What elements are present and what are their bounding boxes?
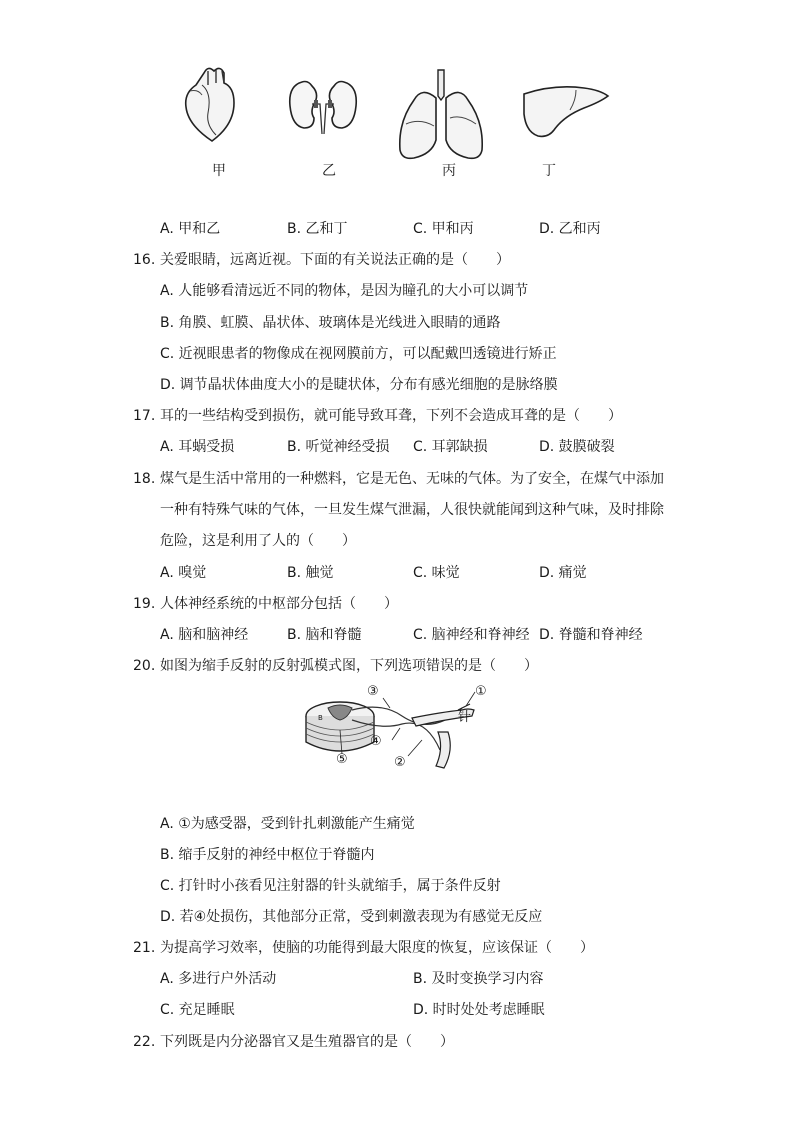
reflex-label-needle: 针	[458, 710, 472, 725]
q15-option-b[interactable]: B. 乙和丁	[287, 221, 348, 237]
q18-option-c[interactable]: C. 味觉	[413, 565, 460, 581]
q18-option-b[interactable]: B. 触觉	[287, 565, 334, 581]
q20-option-d[interactable]: D. 若④处损伤，其他部分正常，受到刺激表现为有感觉无反应	[160, 909, 543, 925]
question-text-line-1: 煤气是生活中常用的一种燃料，它是无色、无味的气体。为了安全，在煤气中添加	[160, 471, 664, 487]
q16-option-b[interactable]: B. 角膜、虹膜、晶状体、玻璃体是光线进入眼睛的通路	[160, 315, 501, 331]
organ-label-yi: 乙	[322, 163, 336, 179]
question-number: 21.	[133, 940, 156, 956]
q22-stem	[133, 1031, 454, 1051]
organ-label-ding: 丁	[542, 163, 556, 179]
question-number: 16.	[133, 252, 156, 268]
question-number: 17.	[133, 408, 156, 424]
q16-option-a[interactable]: A. 人能够看清远近不同的物体，是因为瞳孔的大小可以调节	[160, 283, 529, 299]
organ-figure	[160, 60, 630, 180]
q18-option-a[interactable]: A. 嗅觉	[160, 565, 207, 581]
q18-stem	[133, 468, 664, 488]
q15-option-a[interactable]: A. 甲和乙	[160, 221, 221, 237]
svg-text:B: B	[318, 714, 323, 722]
q19-option-a[interactable]: A. 脑和脑神经	[160, 627, 249, 643]
q20-stem	[133, 655, 538, 675]
q15-option-d[interactable]: D. 乙和丙	[539, 221, 601, 237]
q17-stem	[133, 405, 622, 425]
q16-stem	[133, 249, 510, 269]
reflex-label-4: ④	[370, 734, 382, 749]
question-text: 人体神经系统的中枢部分包括（ ）	[160, 596, 398, 612]
q16-option-d[interactable]: D. 调节晶状体曲度大小的是睫状体，分布有感光细胞的是脉络膜	[160, 377, 558, 393]
q19-option-d[interactable]: D. 脊髓和脊神经	[539, 627, 643, 643]
question-number: 18.	[133, 471, 156, 487]
q21-option-d[interactable]: D. 时时处处考虑睡眠	[413, 1002, 545, 1018]
reflex-label-5: ⑤	[336, 752, 348, 767]
q15-option-c[interactable]: C. 甲和丙	[413, 221, 474, 237]
q16-option-c[interactable]: C. 近视眼患者的物像成在视网膜前方，可以配戴凹透镜进行矫正	[160, 346, 557, 362]
question-text: 为提高学习效率，使脑的功能得到最大限度的恢复，应该保证（ ）	[160, 940, 594, 956]
q19-stem	[133, 593, 398, 613]
question-text-line-3: 危险，这是利用了人的（ ）	[160, 533, 356, 549]
q18-option-d[interactable]: D. 痛觉	[539, 565, 587, 581]
q20-option-c[interactable]: C. 打针时小孩看见注射器的针头就缩手，属于条件反射	[160, 878, 501, 894]
question-text: 耳的一些结构受到损伤，就可能导致耳聋，下列不会造成耳聋的是（ ）	[160, 408, 622, 424]
lungs-illustration	[398, 68, 484, 160]
q17-option-a[interactable]: A. 耳蜗受损	[160, 439, 235, 455]
q17-option-b[interactable]: B. 听觉神经受损	[287, 439, 390, 455]
q21-stem	[133, 937, 594, 957]
q19-option-b[interactable]: B. 脑和脊髓	[287, 627, 362, 643]
liver-illustration	[520, 84, 610, 140]
q21-option-c[interactable]: C. 充足睡眠	[160, 1002, 235, 1018]
reflex-label-1: ①	[475, 684, 487, 699]
reflex-label-2: ②	[394, 755, 406, 770]
reflex-label-3: ③	[367, 684, 379, 699]
q20-option-b[interactable]: B. 缩手反射的神经中枢位于脊髓内	[160, 847, 375, 863]
question-number: 19.	[133, 596, 156, 612]
kidneys-illustration	[288, 78, 358, 138]
question-number: 20.	[133, 658, 156, 674]
q21-option-a[interactable]: A. 多进行户外活动	[160, 971, 277, 987]
question-text: 关爱眼睛，远离近视。下面的有关说法正确的是（ ）	[160, 252, 510, 268]
q17-option-c[interactable]: C. 耳郭缺损	[413, 439, 488, 455]
heart-illustration	[182, 65, 242, 145]
question-text: 如图为缩手反射的反射弧模式图，下列选项错误的是（ ）	[160, 658, 538, 674]
question-text: 下列既是内分泌器官又是生殖器官的是（ ）	[160, 1034, 454, 1050]
q17-option-d[interactable]: D. 鼓膜破裂	[539, 439, 615, 455]
question-text-line-2: 一种有特殊气味的气体，一旦发生煤气泄漏，人很快就能闻到这种气味，及时排除	[160, 502, 664, 518]
q19-option-c[interactable]: C. 脑神经和脊神经	[413, 627, 530, 643]
organ-label-jia: 甲	[212, 163, 226, 179]
q21-option-b[interactable]: B. 及时变换学习内容	[413, 971, 544, 987]
organ-label-bing: 丙	[442, 163, 456, 179]
question-number: 22.	[133, 1034, 156, 1050]
q20-option-a[interactable]: A. ①为感受器，受到针扎刺激能产生痛觉	[160, 816, 415, 832]
